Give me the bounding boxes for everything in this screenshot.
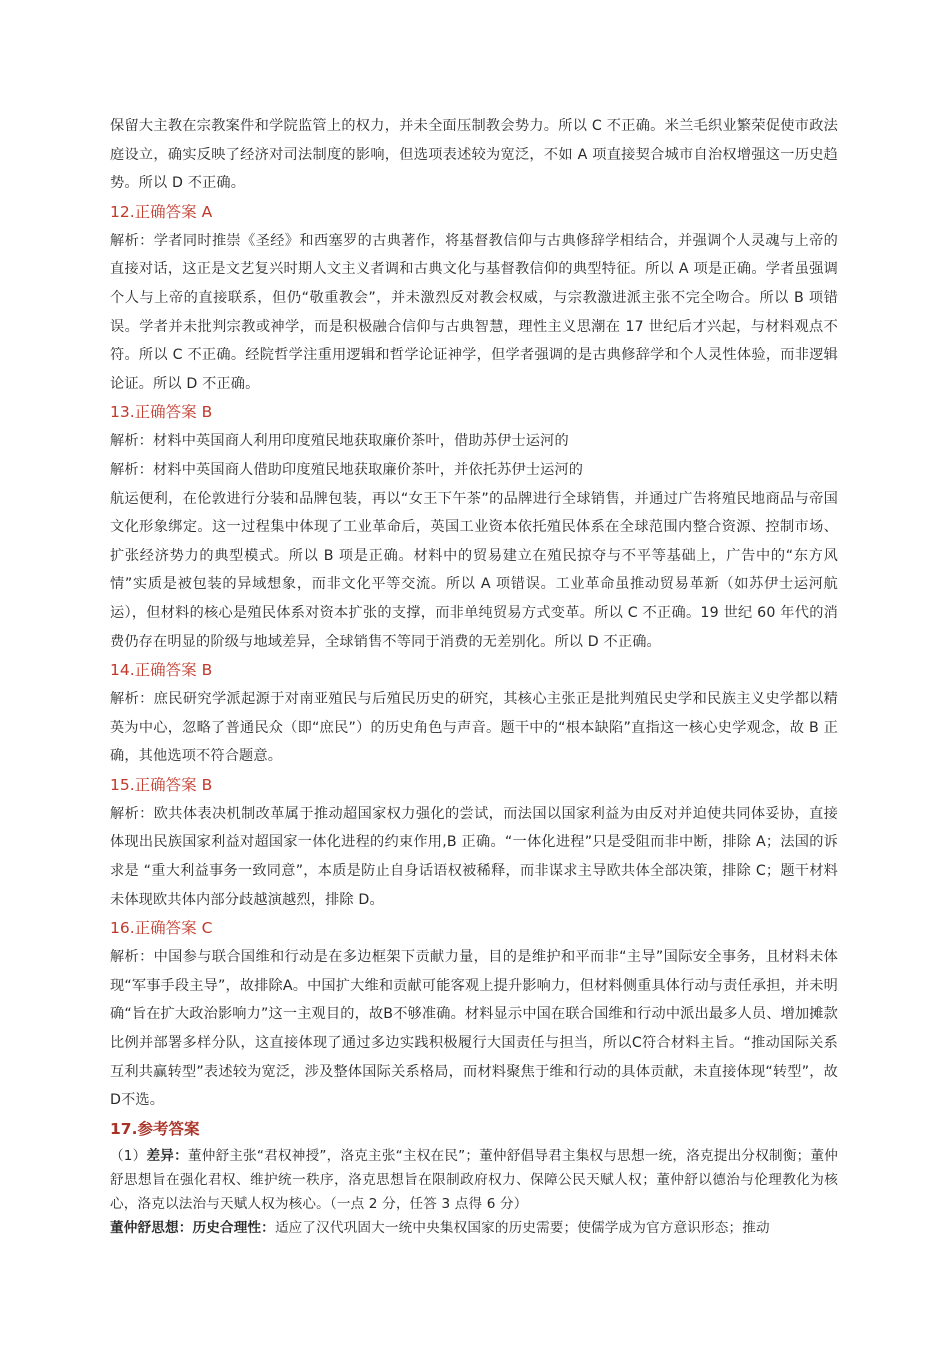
analysis-paragraph: 解析：庶民研究学派起源于对南亚殖民与后殖民历史的研究，其核心主张正是批判殖民史学和民族主义史学都以精英为中心，忽略了普通民众（即“庶民”）的历史角色与声音。题干中的“根本缺陷”直指这一核心史学观念，故 B 正确，其他选项不符合题意。 <box>110 691 838 765</box>
analysis-paragraph: 解析：材料中英国商人借助印度殖民地获取廉价茶叶，并依托苏伊士运河的 <box>110 461 584 478</box>
analysis-paragraph: 解析：学者同时推崇《圣经》和西塞罗的古典著作，将基督教信仰与古典修辞学相结合，并强调个人灵魂与上帝的直接对话，这正是文艺复兴时期人文主义者调和古典文化与基督教信仰的典型特征。所以 A 项是正确。学者虽强调个人与上帝的直接联系，但仍“敬重教会”，并未激烈反对教会权威，与宗教激进派主张不完全吻合。所以 B 项错误。学者并未批判宗教或神学，而是积极融合信仰与古典智慧，理性主义思潮在 17 世纪后才兴起，与材料观点不符。所以 C 不正确。经院哲学注重用逻辑和哲学论证神学，但学者强调的是古典修辞学和个人灵性体验，而非逻辑论证。所以 D 不正确。 <box>110 232 838 392</box>
reference-answer-part2 <box>110 1216 838 1240</box>
intro-paragraph: 保留大主教在宗教案件和学院监管上的权力，并未全面压制教会势力。所以 C 不正确。米兰毛织业繁荣促使市政法庭设立，确实反映了经济对司法制度的影响，但选项表述较为宽泛，不如 A 项直接契合城市自治权增强这一历史趋势。所以 D 不正确。 <box>110 118 838 192</box>
analysis-paragraph: 航运便利，在伦敦进行分装和品牌包装，再以“女王下午茶”的品牌进行全球销售，并通过广告将殖民地商品与帝国文化形象绑定。这一过程集中体现了工业革命后，英国工业资本依托殖民体系在全球范围内整合资源、控制市场、扩张经济势力的典型模式。所以 B 项是正确。材料中的贸易建立在殖民掠夺与不平等基础上，广告中的“东方风情”实质是被包装的异域想象，而非文化平等交流。所以 A 项错误。工业革命虽推动贸易革新（如苏伊士运河航运），但材料的核心是殖民体系对资本扩张的支撑，而非单纯贸易方式变革。所以 C 不正确。19 世纪 60 年代的消费仍存在明显的阶级与地域差异，全球销售不等同于消费的无差别化。所以 D 不正确。 <box>110 490 838 650</box>
answer-15 <box>110 771 838 914</box>
part1-prefix: （1） <box>110 1147 147 1164</box>
analysis-paragraph: 解析：材料中英国商人利用印度殖民地获取廉价茶叶，借助苏伊士运河的 <box>110 433 569 450</box>
answer-16 <box>110 914 838 1115</box>
answer-14 <box>110 656 838 771</box>
part2-text: 适应了汉代巩固大一统中央集权国家的历史需要；使儒学成为官方意识形态；推动 <box>274 1219 770 1236</box>
analysis-paragraph: 解析：欧共体表决机制改革属于推动超国家权力强化的尝试，而法国以国家利益为由反对并迫使共同体妥协，直接体现出民族国家利益对超国家一体化进程的约束作用,B 正确。“一体化进程”只是受阻而非中断，排除 A；法国的诉求是 “重大利益事务一致同意”，本质是防止自身话语权被稀释，而非谋求主导欧共体全部决策，排除 C；题干材料未体现欧共体内部分歧越演越烈，排除 D。 <box>110 805 838 908</box>
analysis-paragraph: 解析：中国参与联合国维和行动是在多边框架下贡献力量，目的是维护和平而非“主导”国际安全事务，且材料未体现“军事手段主导”，故排除A。中国扩大维和贡献可能客观上提升影响力，但材料侧重具体行动与责任承担，并未明确“旨在扩大政治影响力”这一主观目的，故B不够准确。材料显示中国在联合国维和行动中派出最多人员、增加摊款比例并部署多样分队，这直接体现了通过多边实践积极履行大国责任与担当，所以C符合材料主旨。“推动国际关系互利共赢转型”表述较为宽泛，涉及整体国际关系格局，而材料聚焦于维和行动的具体贡献，未直接体现“转型”，故D不选。 <box>110 949 838 1109</box>
reference-answer-part1 <box>110 1144 838 1216</box>
answer-17 <box>110 1115 838 1240</box>
part2-label: 董仲舒思想：历史合理性： <box>110 1219 275 1236</box>
answer-12 <box>110 198 838 399</box>
answer-heading: 16.正确答案 C <box>110 919 213 938</box>
answer-heading: 14.正确答案 B <box>110 661 213 680</box>
answer-heading: 15.正确答案 B <box>110 775 213 794</box>
answer-heading: 12.正确答案 A <box>110 202 213 221</box>
answer-13 <box>110 398 838 656</box>
part1-label: 差异： <box>146 1147 188 1164</box>
part1-text: 董仲舒主张“君权神授”，洛克主张“主权在民”；董仲舒倡导君主集权与思想一统，洛克提出分权制衡；董仲舒思想旨在强化君权、维护统一秩序，洛克思想旨在限制政府权力、保障公民天赋人权；董仲舒以德治与伦理教化为核心，洛克以法治与天赋人权为核心。（一点 2 分，任答 3 点得 6 分） <box>110 1147 838 1212</box>
answer-heading: 13.正确答案 B <box>110 403 213 422</box>
answer-heading: 17.参考答案 <box>110 1119 200 1138</box>
